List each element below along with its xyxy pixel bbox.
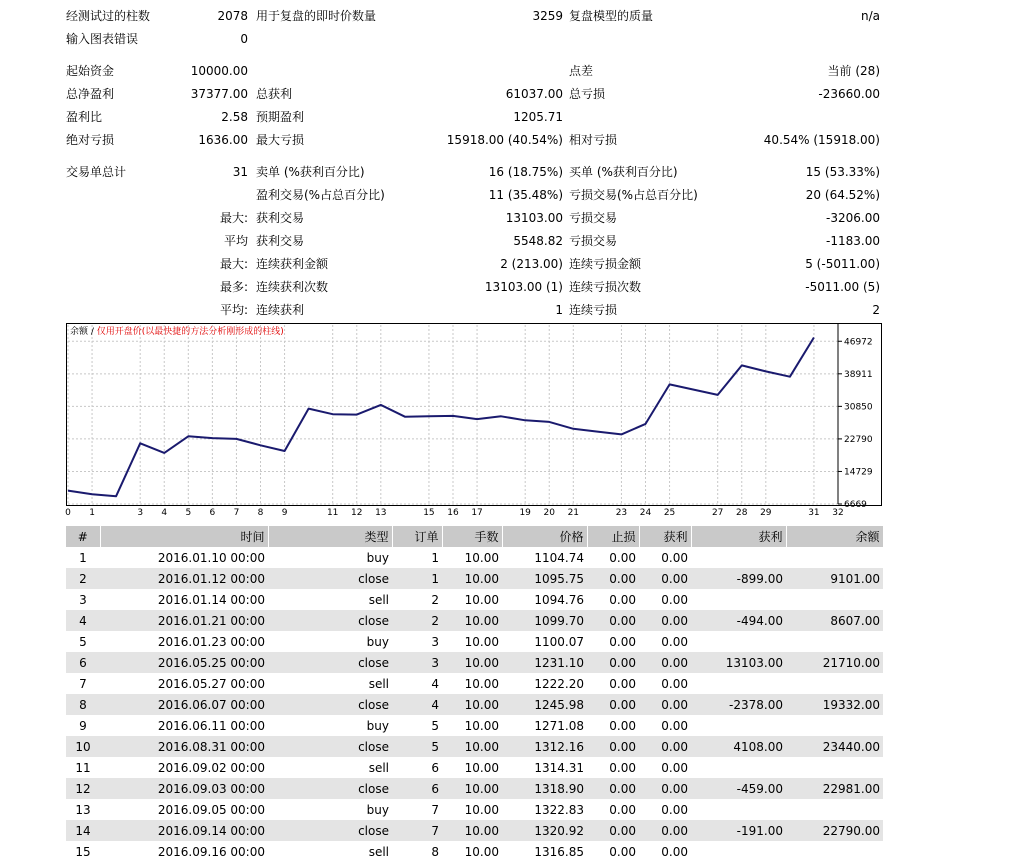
col-price-cell: 1100.07 <box>502 631 587 652</box>
col-price-cell: 1104.74 <box>502 547 587 568</box>
col-profit-cell: 13103.00 <box>691 652 786 673</box>
col-type-cell: buy <box>268 799 392 820</box>
summary-row-net-profit <box>0 84 1015 104</box>
summary-row-chart-errors <box>0 29 1015 49</box>
average-loss-value: -1183.00 <box>826 234 880 248</box>
col-take-profit-cell: 0.00 <box>639 736 691 757</box>
col-index-cell: 4 <box>66 610 100 631</box>
col-profit-cell <box>691 589 786 610</box>
col-type-cell: close <box>268 820 392 841</box>
col-take-profit-cell: 0.00 <box>639 631 691 652</box>
trades-row-largest <box>0 208 1015 228</box>
col-order-cell: 1 <box>392 568 442 589</box>
max-prefix: 最大: <box>219 257 248 271</box>
gross-loss-value: -23660.00 <box>818 87 880 101</box>
col-profit-cell: -494.00 <box>691 610 786 631</box>
col-balance-header[interactable]: 余额 <box>786 526 883 547</box>
col-balance-cell: 23440.00 <box>786 736 883 757</box>
col-take-profit-cell: 0.00 <box>639 799 691 820</box>
x-tick-label: 23 <box>615 508 628 518</box>
col-lots-cell: 10.00 <box>442 589 502 610</box>
largest-profit-value: 13103.00 <box>505 211 563 225</box>
col-take-profit-cell: 0.00 <box>639 715 691 736</box>
col-stop-loss-cell: 0.00 <box>587 610 639 631</box>
x-tick-label: 0 <box>65 508 71 518</box>
trades-row-profit-loss <box>0 185 1015 205</box>
col-type-cell: buy <box>268 547 392 568</box>
table-row[interactable] <box>66 799 883 820</box>
col-lots-cell: 10.00 <box>442 568 502 589</box>
col-type-cell: close <box>268 778 392 799</box>
col-profit-cell: -899.00 <box>691 568 786 589</box>
short-positions-label: 卖单 (%获利百分比) <box>256 165 365 179</box>
col-index-cell: 9 <box>66 715 100 736</box>
col-index-cell: 14 <box>66 820 100 841</box>
col-index-cell: 1 <box>66 547 100 568</box>
col-take-profit-cell: 0.00 <box>639 673 691 694</box>
col-price-cell: 1314.31 <box>502 757 587 778</box>
most-consec-loss-value: -5011.00 (5) <box>805 280 880 294</box>
col-time-cell: 2016.01.23 00:00 <box>100 631 268 652</box>
avg-consec-wins-value: 1 <box>555 303 563 317</box>
col-time-cell: 2016.09.16 00:00 <box>100 841 268 862</box>
short-positions-value: 16 (18.75%) <box>488 165 563 179</box>
col-stop-loss-cell: 0.00 <box>587 547 639 568</box>
col-order-cell: 6 <box>392 757 442 778</box>
col-index-cell: 11 <box>66 757 100 778</box>
x-tick-label: 31 <box>808 508 820 518</box>
col-balance-cell <box>786 589 883 610</box>
col-profit-cell: -459.00 <box>691 778 786 799</box>
y-tick-label: 14729 <box>844 467 873 478</box>
col-order-cell: 2 <box>392 610 442 631</box>
initial-deposit-label: 起始资金 <box>66 64 115 78</box>
abs-drawdown-value: 1636.00 <box>198 133 248 147</box>
largest-prefix: 最大: <box>219 211 248 225</box>
col-stop-loss-cell: 0.00 <box>587 631 639 652</box>
gross-profit-label: 总获利 <box>256 87 293 101</box>
largest-profit-label: 获利交易 <box>256 211 305 225</box>
most-consec-profit-label: 连续获利次数 <box>256 280 329 294</box>
trades-body <box>66 547 883 862</box>
average-loss-label: 亏损交易 <box>569 234 618 248</box>
net-profit-label: 总净盈利 <box>66 87 115 101</box>
col-order-cell: 3 <box>392 631 442 652</box>
x-tick-label: 13 <box>375 508 387 518</box>
average-prefix: 平均 <box>223 234 248 248</box>
trades-row-average <box>0 231 1015 251</box>
trades-row-avg-consec <box>0 300 1015 320</box>
x-tick-label: 9 <box>281 508 288 518</box>
col-time-cell: 2016.01.10 00:00 <box>100 547 268 568</box>
col-type-cell: sell <box>268 841 392 862</box>
loss-trades-value: 20 (64.52%) <box>805 188 880 202</box>
col-price-cell: 1231.10 <box>502 652 587 673</box>
col-lots-cell: 10.00 <box>442 673 502 694</box>
average-profit-value: 5548.82 <box>513 234 563 248</box>
profit-factor-value: 2.58 <box>221 110 248 124</box>
col-profit-header[interactable]: 获利 <box>691 526 786 547</box>
max-consec-losses-label: 连续亏损金额 <box>569 257 642 271</box>
x-tick-label: 7 <box>233 508 240 518</box>
col-stop-loss-cell: 0.00 <box>587 820 639 841</box>
col-balance-cell: 19332.00 <box>786 694 883 715</box>
col-type-cell: close <box>268 610 392 631</box>
col-stop-loss-cell: 0.00 <box>587 841 639 862</box>
net-profit-value: 37377.00 <box>190 87 248 101</box>
col-order-cell: 3 <box>392 652 442 673</box>
avg-consec-losses-value: 2 <box>872 303 880 317</box>
col-balance-cell <box>786 547 883 568</box>
x-tick-label: 5 <box>185 508 192 518</box>
col-type-cell: buy <box>268 631 392 652</box>
x-tick-label: 11 <box>326 508 339 518</box>
col-lots-cell: 10.00 <box>442 610 502 631</box>
trades-table <box>66 526 884 862</box>
col-stop-loss-cell: 0.00 <box>587 799 639 820</box>
bars-tested-label: 经测试过的柱数 <box>66 9 151 23</box>
rel-drawdown-label: 相对亏损 <box>569 133 618 147</box>
chart-errors-label: 输入图表错误 <box>66 32 139 46</box>
col-balance-cell: 22790.00 <box>786 820 883 841</box>
col-index-cell: 8 <box>66 694 100 715</box>
col-index-cell: 13 <box>66 799 100 820</box>
table-row[interactable] <box>66 715 883 736</box>
col-stop-loss-cell: 0.00 <box>587 652 639 673</box>
y-tick-label: 30850 <box>844 402 873 413</box>
col-order-cell: 6 <box>392 778 442 799</box>
col-stop-loss-header[interactable]: 止损 <box>587 526 639 547</box>
table-row[interactable] <box>66 589 883 610</box>
x-tick-label: 12 <box>351 508 363 518</box>
expected-payoff-label: 预期盈利 <box>256 110 305 124</box>
x-tick-label: 21 <box>567 508 580 518</box>
col-time-header[interactable]: 时间 <box>100 526 268 547</box>
x-tick-label: 32 <box>832 508 844 518</box>
col-order-cell: 7 <box>392 820 442 841</box>
col-order-cell: 4 <box>392 694 442 715</box>
col-balance-cell: 22981.00 <box>786 778 883 799</box>
col-take-profit-cell: 0.00 <box>639 610 691 631</box>
most-consec-loss-label: 连续亏损次数 <box>569 280 642 294</box>
col-profit-cell <box>691 673 786 694</box>
x-tick-label: 16 <box>447 508 459 518</box>
col-stop-loss-cell: 0.00 <box>587 715 639 736</box>
most-prefix: 最多: <box>219 280 248 294</box>
avg-consec-losses-label: 连续亏损 <box>569 303 618 317</box>
col-balance-cell <box>786 757 883 778</box>
loss-trades-label: 亏损交易(%占总百分比) <box>569 188 698 202</box>
col-lots-cell: 10.00 <box>442 631 502 652</box>
trades-row-max-consec <box>0 254 1015 274</box>
col-order-cell: 5 <box>392 736 442 757</box>
max-consec-wins-value: 2 (213.00) <box>500 257 563 271</box>
x-tick-label: 25 <box>663 508 676 518</box>
col-index-cell: 3 <box>66 589 100 610</box>
model-quality-label: 复盘模型的质量 <box>569 9 654 23</box>
col-order-cell: 5 <box>392 715 442 736</box>
table-row[interactable] <box>66 736 883 757</box>
x-tick-label: 19 <box>519 508 531 518</box>
summary-row-bars <box>0 6 1015 26</box>
col-price-cell: 1312.16 <box>502 736 587 757</box>
spread-label: 点差 <box>569 64 594 78</box>
col-stop-loss-cell: 0.00 <box>587 778 639 799</box>
col-profit-cell <box>691 799 786 820</box>
col-take-profit-cell: 0.00 <box>639 652 691 673</box>
col-lots-cell: 10.00 <box>442 799 502 820</box>
col-order-cell: 4 <box>392 673 442 694</box>
expected-payoff-value: 1205.71 <box>513 110 563 124</box>
x-tick-label: 28 <box>736 508 748 518</box>
x-tick-label: 17 <box>471 508 483 518</box>
col-balance-cell <box>786 673 883 694</box>
col-time-cell: 2016.01.21 00:00 <box>100 610 268 631</box>
gross-loss-label: 总亏损 <box>569 87 606 101</box>
table-row[interactable] <box>66 652 883 673</box>
col-price-cell: 1099.70 <box>502 610 587 631</box>
col-index-cell: 10 <box>66 736 100 757</box>
col-balance-cell <box>786 715 883 736</box>
col-index-cell: 7 <box>66 673 100 694</box>
col-balance-cell: 8607.00 <box>786 610 883 631</box>
balance-chart-plot <box>66 323 882 519</box>
long-positions-value: 15 (53.33%) <box>805 165 880 179</box>
x-tick-label: 29 <box>760 508 772 518</box>
col-profit-cell: -191.00 <box>691 820 786 841</box>
profit-trades-label: 盈利交易(%占总百分比) <box>256 188 385 202</box>
y-tick-label: 46972 <box>844 337 873 348</box>
col-type-cell: close <box>268 568 392 589</box>
max-drawdown-label: 最大亏损 <box>256 133 305 147</box>
x-tick-label: 1 <box>89 508 95 518</box>
col-take-profit-cell: 0.00 <box>639 841 691 862</box>
col-price-cell: 1322.83 <box>502 799 587 820</box>
gross-profit-value: 61037.00 <box>505 87 563 101</box>
col-balance-cell: 21710.00 <box>786 652 883 673</box>
col-type-cell: close <box>268 652 392 673</box>
col-price-cell: 1320.92 <box>502 820 587 841</box>
table-row[interactable] <box>66 820 883 841</box>
summary-row-profit-factor <box>0 107 1015 127</box>
col-take-profit-cell: 0.00 <box>639 757 691 778</box>
abs-drawdown-label: 绝对亏损 <box>66 133 115 147</box>
col-time-cell: 2016.09.05 00:00 <box>100 799 268 820</box>
x-tick-label: 20 <box>543 508 555 518</box>
col-lots-header[interactable]: 手数 <box>442 526 502 547</box>
col-price-cell: 1222.20 <box>502 673 587 694</box>
x-tick-label: 6 <box>209 508 216 518</box>
initial-deposit-value: 10000.00 <box>190 64 248 78</box>
ticks-label: 用于复盘的即时价数量 <box>256 9 377 23</box>
trades-header-row <box>66 526 883 547</box>
col-stop-loss-cell: 0.00 <box>587 589 639 610</box>
total-trades-value: 31 <box>232 165 248 179</box>
col-take-profit-cell: 0.00 <box>639 778 691 799</box>
col-profit-cell <box>691 841 786 862</box>
col-lots-cell: 10.00 <box>442 820 502 841</box>
most-consec-profit-value: 13103.00 (1) <box>484 280 563 294</box>
col-time-cell: 2016.01.14 00:00 <box>100 589 268 610</box>
col-index-header[interactable]: # <box>66 526 100 547</box>
col-price-cell: 1245.98 <box>502 694 587 715</box>
col-stop-loss-cell: 0.00 <box>587 568 639 589</box>
col-lots-cell: 10.00 <box>442 694 502 715</box>
col-order-cell: 8 <box>392 841 442 862</box>
max-consec-losses-value: 5 (-5011.00) <box>805 257 880 271</box>
col-balance-cell <box>786 799 883 820</box>
rel-drawdown-value: 40.54% (15918.00) <box>763 133 880 147</box>
col-take-profit-cell: 0.00 <box>639 820 691 841</box>
table-row[interactable] <box>66 547 883 568</box>
col-time-cell: 2016.06.11 00:00 <box>100 715 268 736</box>
ticks-value: 3259 <box>532 9 563 23</box>
total-trades-label: 交易单总计 <box>66 165 127 179</box>
col-take-profit-cell: 0.00 <box>639 694 691 715</box>
col-take-profit-cell: 0.00 <box>639 568 691 589</box>
col-order-cell: 1 <box>392 547 442 568</box>
col-price-cell: 1316.85 <box>502 841 587 862</box>
col-lots-cell: 10.00 <box>442 715 502 736</box>
table-row[interactable] <box>66 631 883 652</box>
profit-factor-label: 盈利比 <box>66 110 103 124</box>
col-profit-cell <box>691 547 786 568</box>
col-stop-loss-cell: 0.00 <box>587 757 639 778</box>
col-time-cell: 2016.05.25 00:00 <box>100 652 268 673</box>
col-lots-cell: 10.00 <box>442 736 502 757</box>
summary-row-deposit <box>0 61 1015 81</box>
col-stop-loss-cell: 0.00 <box>587 673 639 694</box>
col-index-cell: 6 <box>66 652 100 673</box>
max-consec-wins-label: 连续获利金额 <box>256 257 329 271</box>
col-index-cell: 15 <box>66 841 100 862</box>
legend-separator: / <box>88 327 97 337</box>
table-row[interactable] <box>66 778 883 799</box>
col-type-cell: sell <box>268 673 392 694</box>
x-tick-label: 27 <box>711 508 724 518</box>
col-price-cell: 1094.76 <box>502 589 587 610</box>
col-price-cell: 1095.75 <box>502 568 587 589</box>
col-type-cell: buy <box>268 715 392 736</box>
col-lots-cell: 10.00 <box>442 841 502 862</box>
avg-prefix: 平均: <box>219 303 248 317</box>
col-time-cell: 2016.09.14 00:00 <box>100 820 268 841</box>
col-type-cell: close <box>268 736 392 757</box>
balance-chart <box>66 323 882 519</box>
col-type-header[interactable]: 类型 <box>268 526 392 547</box>
legend-model-note: 仅用开盘价(以最快捷的方法分析刚形成的柱线) <box>96 327 284 337</box>
col-index-cell: 12 <box>66 778 100 799</box>
col-order-cell: 2 <box>392 589 442 610</box>
col-balance-cell <box>786 631 883 652</box>
col-type-cell: sell <box>268 757 392 778</box>
col-stop-loss-cell: 0.00 <box>587 694 639 715</box>
x-tick-label: 3 <box>137 508 144 518</box>
col-lots-cell: 10.00 <box>442 652 502 673</box>
col-stop-loss-cell: 0.00 <box>587 736 639 757</box>
col-profit-cell: 4108.00 <box>691 736 786 757</box>
largest-loss-value: -3206.00 <box>826 211 880 225</box>
col-time-cell: 2016.05.27 00:00 <box>100 673 268 694</box>
table-row[interactable] <box>66 610 883 631</box>
x-tick-label: 8 <box>257 508 264 518</box>
avg-consec-wins-label: 连续获利 <box>256 303 305 317</box>
table-row[interactable] <box>66 673 883 694</box>
chart-errors-value: 0 <box>240 32 248 46</box>
col-time-cell: 2016.09.03 00:00 <box>100 778 268 799</box>
max-drawdown-value: 15918.00 (40.54%) <box>446 133 563 147</box>
col-profit-cell <box>691 631 786 652</box>
col-index-cell: 2 <box>66 568 100 589</box>
col-price-cell: 1271.08 <box>502 715 587 736</box>
average-profit-label: 获利交易 <box>256 234 305 248</box>
x-tick-label: 24 <box>639 508 652 518</box>
col-lots-cell: 10.00 <box>442 547 502 568</box>
model-quality-value: n/a <box>860 9 880 23</box>
col-balance-cell: 9101.00 <box>786 568 883 589</box>
col-time-cell: 2016.09.02 00:00 <box>100 757 268 778</box>
col-index-cell: 5 <box>66 631 100 652</box>
table-row[interactable] <box>66 757 883 778</box>
bars-tested-value: 2078 <box>217 9 248 23</box>
col-take-profit-header[interactable]: 获利 <box>639 526 691 547</box>
table-row[interactable] <box>66 568 883 589</box>
profit-trades-value: 11 (35.48%) <box>488 188 563 202</box>
summary-row-drawdown <box>0 130 1015 150</box>
col-profit-cell <box>691 757 786 778</box>
col-price-header[interactable]: 价格 <box>502 526 587 547</box>
x-tick-label: 15 <box>423 508 435 518</box>
col-order-cell: 7 <box>392 799 442 820</box>
spread-value: 当前 (28) <box>827 64 880 78</box>
y-tick-label: 6669 <box>844 500 867 510</box>
x-tick-label: 4 <box>161 508 168 518</box>
col-type-cell: sell <box>268 589 392 610</box>
y-tick-label: 22790 <box>844 434 873 445</box>
col-lots-cell: 10.00 <box>442 757 502 778</box>
table-row[interactable] <box>66 694 883 715</box>
table-row[interactable] <box>66 841 883 862</box>
col-profit-cell: -2378.00 <box>691 694 786 715</box>
col-profit-cell <box>691 715 786 736</box>
long-positions-label: 买单 (%获利百分比) <box>569 165 678 179</box>
col-type-cell: close <box>268 694 392 715</box>
col-order-header[interactable]: 订单 <box>392 526 442 547</box>
col-price-cell: 1318.90 <box>502 778 587 799</box>
col-time-cell: 2016.06.07 00:00 <box>100 694 268 715</box>
col-take-profit-cell: 0.00 <box>639 547 691 568</box>
trades-row-total <box>0 162 1015 182</box>
col-time-cell: 2016.08.31 00:00 <box>100 736 268 757</box>
col-time-cell: 2016.01.12 00:00 <box>100 568 268 589</box>
col-balance-cell <box>786 841 883 862</box>
col-lots-cell: 10.00 <box>442 778 502 799</box>
legend-balance: 余额 <box>70 327 89 337</box>
largest-loss-label: 亏损交易 <box>569 211 618 225</box>
y-tick-label: 38911 <box>844 369 873 380</box>
chart-legend <box>70 327 284 338</box>
trades-row-most-consec <box>0 277 1015 297</box>
col-take-profit-cell: 0.00 <box>639 589 691 610</box>
